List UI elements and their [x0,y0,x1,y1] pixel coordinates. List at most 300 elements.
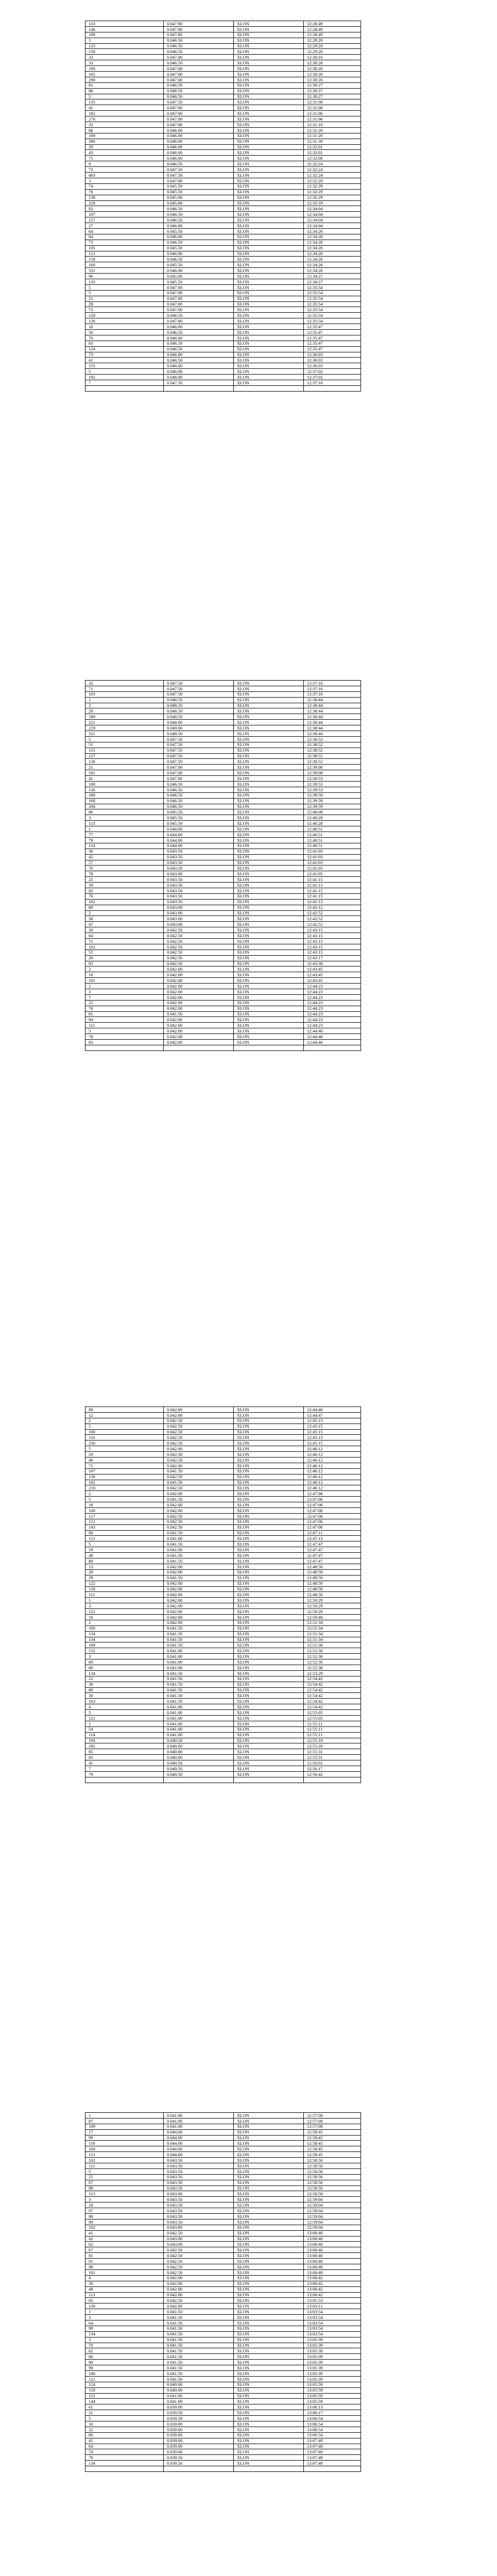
venue-cell: XLON [234,905,304,910]
time-cell: 12:32:29 [304,178,361,183]
venue-cell: XLON [234,251,304,257]
time-cell: 12:56:17 [304,1766,361,1772]
venue-cell: XLON [234,1502,304,1508]
volume-cell: 79 [85,2455,164,2461]
time-cell: 13:05:39 [304,2348,361,2354]
table-row [85,217,361,223]
venue-cell: XLON [234,804,304,809]
venue-cell: XLON [234,1620,304,1625]
time-cell: 13:06:54 [304,2421,361,2427]
price-cell: 0.041.50 [164,1682,234,1687]
price-cell: 0.042.00 [164,1581,234,1586]
table-row [85,1569,361,1575]
table-row [85,955,361,961]
price-cell: 0.046.50 [164,217,234,223]
volume-cell: 33 [85,122,164,128]
volume-cell: 107 [85,212,164,217]
price-cell: 0.041.50 [164,1670,234,1676]
price-cell: 0.043.50 [164,2163,234,2169]
time-cell: 12:37:16 [304,686,361,691]
time-cell: 12:34:26 [304,268,361,274]
price-cell: 0.045.50 [164,228,234,234]
price-cell: 0.043.50 [164,860,234,866]
volume-cell: 143 [85,1524,164,1530]
price-cell: 0.041.50 [164,2348,234,2354]
venue-cell: XLON [234,782,304,787]
time-cell: 12:34:27 [304,274,361,279]
volume-cell: 1 [85,2113,164,2119]
venue-cell: XLON [234,2444,304,2449]
venue-cell: XLON [234,955,304,961]
price-cell: 0.042.00 [164,1603,234,1609]
venue-cell: XLON [234,2185,304,2191]
volume-cell: 5 [85,1446,164,1452]
price-cell: 0.047.90 [164,21,234,27]
price-cell: 0.041.50 [164,1575,234,1581]
volume-cell: 5 [85,1028,164,1034]
volume-cell: 83 [85,1040,164,1045]
table-row [85,731,361,737]
table-row [85,195,361,200]
volume-cell: 229 [85,725,164,731]
venue-cell: XLON [234,2432,304,2438]
venue-cell: XLON [234,167,304,173]
volume-cell: 51 [85,742,164,748]
time-cell: 12:35:54 [304,318,361,324]
time-cell: 12:43:15 [304,927,361,933]
price-cell: 0.042.50 [164,1435,234,1440]
time-cell: 12:35:54 [304,296,361,301]
volume-cell: 59 [85,883,164,888]
volume-cell: 10 [85,2421,164,2427]
price-cell: 0.046.00 [164,150,234,156]
time-cell: 12:55:11 [304,1726,361,1732]
price-cell: 0.046.50 [164,161,234,167]
venue-cell: XLON [234,2360,304,2365]
price-cell: 0.041.00 [164,1704,234,1710]
price-cell: 0.042.00 [164,2281,234,2286]
table-row [85,2298,361,2303]
price-cell: 0.045.50 [164,183,234,189]
table-row [85,1654,361,1659]
table-row [85,173,361,178]
price-cell: 0.042.50 [164,961,234,967]
time-cell: 12:44:46 [304,1034,361,1040]
volume-cell: 204 [85,804,164,809]
venue-cell: XLON [234,809,304,815]
venue-cell: XLON [234,2259,304,2264]
venue-cell: XLON [234,2387,304,2393]
time-cell: 12:30:27 [304,88,361,94]
time-cell: 12:32:24 [304,167,361,173]
table-row [85,1682,361,1687]
table-row [85,1738,361,1743]
table-row [85,1693,361,1699]
venue-cell: XLON [234,703,304,708]
table-row [85,380,361,386]
volume-cell: 230 [85,1440,164,1446]
table-row [85,2247,361,2253]
time-cell: 13:03:11 [304,2303,361,2309]
venue-cell: XLON [234,725,304,731]
price-cell: 0.046.00 [164,324,234,330]
volume-cell: 62 [85,2348,164,2354]
table-row [85,792,361,798]
price-cell: 0.042.50 [164,1485,234,1491]
time-cell: 12:35:47 [304,329,361,335]
venue-cell: XLON [234,290,304,296]
table-row [85,1721,361,1726]
venue-cell: XLON [234,262,304,268]
time-cell: 12:35:47 [304,324,361,330]
venue-cell: XLON [234,380,304,386]
venue-cell: XLON [234,1474,304,1480]
time-cell: 13:06:54 [304,2432,361,2438]
time-cell: 12:34:04 [304,223,361,229]
time-cell: 13:05:59 [304,2382,361,2387]
table-row [85,290,361,296]
table-row [85,2219,361,2225]
volume-cell: 190 [85,66,164,72]
volume-cell: 82 [85,206,164,212]
volume-cell: 3 [85,989,164,994]
volume-cell: 144 [85,2399,164,2404]
volume-cell: 114 [85,1732,164,1738]
venue-cell: XLON [234,223,304,229]
price-cell: 0.042.00 [164,1569,234,1575]
table-row [85,2158,361,2163]
volume-cell: 7 [85,1766,164,1772]
volume-cell: 71 [85,1463,164,1468]
venue-cell: XLON [234,1040,304,1045]
volume-cell: 69 [85,1665,164,1670]
table-row [85,43,361,49]
volume-cell: 168 [85,798,164,804]
venue-cell: XLON [234,1440,304,1446]
price-cell: 0.044.00 [164,837,234,843]
volume-cell: 3 [85,1654,164,1659]
time-cell: 12:40:28 [304,821,361,826]
table-row [85,2113,361,2119]
price-cell: 0.046.50 [164,782,234,787]
table-row [85,251,361,257]
table-row [85,228,361,234]
table-row [85,1704,361,1710]
price-cell: 0.045.50 [164,809,234,815]
venue-cell: XLON [234,2197,304,2202]
venue-cell: XLON [234,984,304,989]
table-row [85,753,361,759]
table-row [85,284,361,290]
table-row [85,183,361,189]
volume-cell: 75 [85,156,164,161]
price-cell: 0.047.00 [164,765,234,770]
price-cell: 0.046.50 [164,346,234,352]
time-cell: 12:39:08 [304,765,361,770]
time-cell: 12:46:12 [304,1474,361,1480]
table-row [85,363,361,369]
volume-cell: 76 [85,893,164,899]
time-cell: 13:07:49 [304,2444,361,2449]
price-cell: 0.046.50 [164,341,234,346]
volume-cell: 55 [85,950,164,955]
table-row [85,1614,361,1620]
price-cell: 0.048.50 [164,714,234,720]
venue-cell: XLON [234,1423,304,1429]
price-cell: 0.047.00 [164,77,234,82]
time-cell: 12:31:20 [304,127,361,133]
volume-cell: 3 [85,2337,164,2343]
volume-cell: 194 [85,1738,164,1743]
table-row [85,1581,361,1586]
table-row [85,877,361,883]
venue-cell: XLON [234,2399,304,2404]
table-row [85,2370,361,2376]
volume-cell: 3 [85,703,164,708]
venue-cell: XLON [234,2286,304,2292]
table-row [85,2326,361,2331]
venue-cell: XLON [234,1541,304,1547]
table-row [85,279,361,284]
volume-cell: 134 [85,2461,164,2466]
time-cell: 13:06:13 [304,2404,361,2410]
table-row [85,1485,361,1491]
table-row [85,1726,361,1732]
venue-cell: XLON [234,1452,304,1458]
venue-cell: XLON [234,765,304,770]
price-cell: 0.041.50 [164,2376,234,2382]
time-cell: 12:30:26 [304,66,361,72]
time-cell: 12:53:29 [304,1670,361,1676]
table-row [85,938,361,944]
venue-cell: XLON [234,2348,304,2354]
volume-cell: 33 [85,60,164,66]
venue-cell: XLON [234,1564,304,1569]
table-row [85,1648,361,1654]
volume-cell: 5 [85,290,164,296]
volume-cell: 1 [85,826,164,832]
volume-cell: 160 [85,2146,164,2152]
table-row [85,94,361,99]
venue-cell: XLON [234,1011,304,1017]
time-cell: 12:59:04 [304,2225,361,2230]
price-cell: 0.042.00 [164,1586,234,1592]
time-cell: 13:00:40 [304,2253,361,2259]
venue-cell: XLON [234,2449,304,2455]
volume-cell: 62 [85,2242,164,2247]
venue-cell: XLON [234,933,304,939]
table-row [85,1429,361,1435]
table-row [85,2315,361,2320]
price-cell: 0.041.50 [164,2370,234,2376]
venue-cell: XLON [234,2146,304,2152]
price-cell: 0.043.50 [164,883,234,888]
price-cell: 0.047.00 [164,105,234,111]
table-row [85,2191,361,2197]
table-row [85,26,361,32]
venue-cell: XLON [234,1592,304,1598]
volume-cell: 134 [85,1670,164,1676]
volume-cell: 181 [85,770,164,776]
table-row [85,105,361,111]
volume-cell: 160 [85,262,164,268]
time-cell: 12:39:53 [304,787,361,792]
table-row [85,133,361,139]
venue-cell: XLON [234,1743,304,1749]
volume-cell: 80 [85,1530,164,1536]
table-row [85,1006,361,1011]
venue-cell: XLON [234,837,304,843]
time-cell: 12:40:51 [304,826,361,832]
price-cell: 0.046.50 [164,88,234,94]
table-row [85,2387,361,2393]
price-cell: 0.042.00 [164,1508,234,1514]
venue-cell: XLON [234,2404,304,2410]
time-cell: 12:39:59 [304,792,361,798]
table-row [85,1715,361,1721]
table-row [85,1553,361,1558]
venue-cell: XLON [234,99,304,105]
time-cell: 12:44:23 [304,989,361,994]
volume-cell: 162 [85,1480,164,1485]
venue-cell: XLON [234,2337,304,2343]
volume-cell: 41 [85,2230,164,2236]
table-row [85,2168,361,2174]
table-row [85,268,361,274]
volume-cell: 28 [85,301,164,307]
table-row [85,748,361,753]
price-cell: 0.042.00 [164,978,234,984]
volume-cell: 88 [85,127,164,133]
volume-cell: 126 [85,318,164,324]
venue-cell: XLON [234,183,304,189]
table-row [85,2427,361,2432]
volume-cell: 2 [85,1418,164,1423]
volume-cell: 41 [85,1760,164,1766]
price-cell: 0.043.50 [164,893,234,899]
venue-cell: XLON [234,2354,304,2360]
table-row [85,1435,361,1440]
table-row [85,2461,361,2466]
venue-cell: XLON [234,1547,304,1553]
price-cell: 0.042.50 [164,1513,234,1519]
table-row [85,82,361,88]
venue-cell: XLON [234,329,304,335]
table-row [85,2214,361,2219]
price-cell: 0.043.50 [164,899,234,905]
price-cell: 0.047.00 [164,72,234,77]
time-cell: 12:43:38 [304,961,361,967]
time-cell: 12:44:23 [304,994,361,1000]
time-cell: 12:58:45 [304,2141,361,2146]
empty-cell [304,2466,361,2472]
volume-cell: 81 [85,82,164,88]
table-row [85,127,361,133]
price-cell: 0.046.50 [164,43,234,49]
venue-cell: XLON [234,358,304,363]
empty-cell [164,1777,234,1783]
trades-table [85,1406,361,1783]
venue-cell: XLON [234,156,304,161]
time-cell: 12:46:12 [304,1485,361,1491]
price-cell: 0.041.00 [164,1715,234,1721]
time-cell: 12:32:29 [304,189,361,195]
price-cell: 0.041.00 [164,1654,234,1659]
price-cell: 0.041.00 [164,2113,234,2119]
price-cell: 0.046.00 [164,335,234,341]
table-row [85,2382,361,2387]
venue-cell: XLON [234,961,304,967]
price-cell: 0.040.50 [164,1771,234,1777]
price-cell: 0.042.00 [164,1006,234,1011]
volume-cell: 5 [85,1497,164,1502]
time-cell: 12:34:04 [304,206,361,212]
venue-cell: XLON [234,1648,304,1654]
volume-cell: 5 [85,2168,164,2174]
time-cell: 12:58:45 [304,2152,361,2158]
time-cell: 13:05:39 [304,2370,361,2376]
price-cell: 0.043.00 [164,910,234,916]
price-cell: 0.041.00 [164,2393,234,2399]
price-cell: 0.047.00 [164,284,234,290]
time-cell: 13:05:59 [304,2393,361,2399]
table-row [85,1524,361,1530]
volume-cell: 81 [85,2253,164,2259]
table-row [85,32,361,38]
time-cell: 12:41:15 [304,888,361,893]
volume-cell: 117 [85,1513,164,1519]
price-cell: 0.042.50 [164,950,234,955]
venue-cell: XLON [234,832,304,838]
venue-cell: XLON [234,1508,304,1514]
price-cell: 0.043.50 [164,2180,234,2185]
table-row [85,1458,361,1463]
volume-cell: 114 [85,843,164,849]
time-cell: 12:35:54 [304,301,361,307]
venue-cell: XLON [234,1659,304,1665]
venue-cell: XLON [234,994,304,1000]
price-cell: 0.042.50 [164,944,234,950]
price-cell: 0.042.00 [164,2292,234,2298]
venue-cell: XLON [234,950,304,955]
time-cell: 12:44:23 [304,984,361,989]
time-cell: 12:32:06 [304,156,361,161]
venue-cell: XLON [234,1536,304,1541]
time-cell: 13:03:54 [304,2331,361,2337]
price-cell: 0.044.00 [164,2146,234,2152]
venue-cell: XLON [234,234,304,240]
volume-cell: 127 [85,753,164,759]
venue-cell: XLON [234,1642,304,1648]
time-cell: 12:48:50 [304,1586,361,1592]
empty-cell [304,1045,361,1050]
time-cell: 12:51:34 [304,1620,361,1625]
time-cell: 12:32:01 [304,150,361,156]
table-row [85,1749,361,1755]
time-cell: 13:06:17 [304,2410,361,2416]
table-row [85,714,361,720]
venue-cell: XLON [234,375,304,380]
price-cell: 0.045.50 [164,821,234,826]
venue-cell: XLON [234,257,304,262]
venue-cell: XLON [234,43,304,49]
venue-cell: XLON [234,1028,304,1034]
venue-cell: XLON [234,2264,304,2270]
price-cell: 0.042.00 [164,1592,234,1598]
table-row [85,866,361,871]
time-cell: 12:47:11 [304,1530,361,1536]
volume-cell: 121 [85,2376,164,2382]
